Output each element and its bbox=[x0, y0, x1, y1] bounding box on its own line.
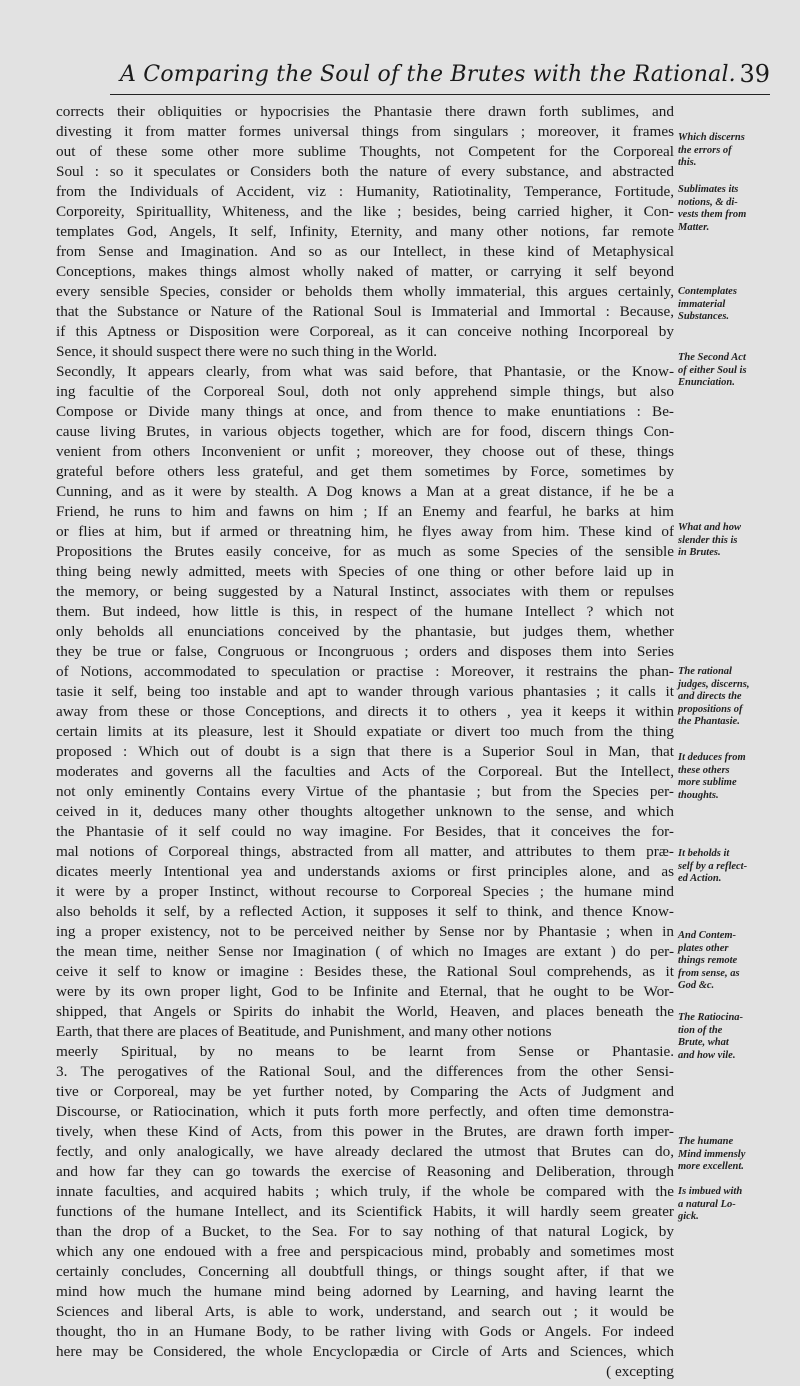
margin-note-line: judges, discerns, bbox=[678, 678, 750, 690]
margin-note-line: Sublimates its bbox=[678, 184, 739, 195]
margin-note-line: Enunciation. bbox=[678, 377, 735, 388]
margin-note-line: Contemplates bbox=[678, 286, 737, 297]
text-line: thought, tho in an Humane Body, to be rather living with Gods or Angels. For indeed bbox=[56, 1323, 674, 1340]
margin-note-line: self by a reflect- bbox=[678, 860, 748, 872]
text-line: mal notions of Corporeal things, abstracted from all matter, and attributes to them præ- bbox=[56, 843, 674, 860]
text-line: tasie it self, being too instable and apt to wander through various phantasies ; it calls it bbox=[56, 683, 674, 700]
text-line: the memory, or being suggested by a Natural Instinct, associates with them or repulses bbox=[56, 583, 674, 600]
text-line: corrects their obliquities or hypocrisies the Phantasie there drawn forth sublimes, and bbox=[56, 103, 674, 120]
text-line: certain limits at its pleasure, lest it Should expatiate or divert too much from the thing bbox=[56, 723, 674, 740]
text-line: Sciences and liberal Arts, is able to work, understand, and search out ; it would be bbox=[56, 1303, 674, 1320]
text-line: Secondly, It appears clearly, from what was said before, that Phantasie, or the Know- bbox=[56, 363, 674, 380]
text-line: Discourse, or Ratiocination, which it puts forth more perfectly, and often time demonstra- bbox=[56, 1103, 674, 1120]
text-line: innate faculties, and acquired habits ; which truly, if the whole be compared with the bbox=[56, 1183, 674, 1200]
margin-note-line: from sense, as bbox=[678, 967, 740, 979]
text-line: 3. The perogatives of the Rational Soul, and the differences from the other Sensi- bbox=[56, 1063, 674, 1080]
text-line: away from these or those Conceptions, and directs it to others , yea it keeps it within bbox=[56, 703, 674, 720]
running-title: A Comparing the Soul of the Brutes with the Rational. bbox=[120, 62, 736, 87]
text-line: Cunning, and as it were by stealth. A Dog knows a Man at a great distance, if he be a bbox=[56, 483, 674, 500]
text-line: the Phantasie of it self could no way imagine. For Besides, that it conceives the for- bbox=[56, 823, 674, 840]
margin-note-line: The humane bbox=[678, 1136, 734, 1147]
margin-note-line: The Second Act bbox=[678, 352, 746, 363]
margin-note-line: immaterial bbox=[678, 298, 726, 310]
text-line: of Notions, accommodated to speculation or practise : Moreover, it restrains the phan- bbox=[56, 663, 674, 680]
text-line: from the Individuals of Accident, viz : Humanity, Ratiotinality, Temperance, Fortitude, bbox=[56, 183, 674, 200]
margin-note-line: Brute, what bbox=[678, 1037, 729, 1048]
margin-note-line: gick. bbox=[678, 1211, 699, 1222]
margin-note bbox=[678, 930, 788, 993]
margin-note-line: of either Soul is bbox=[678, 364, 747, 376]
margin-note-line: Mind immensly bbox=[678, 1148, 746, 1160]
margin-note-line: The rational bbox=[678, 666, 732, 677]
margin-note bbox=[678, 522, 788, 560]
margin-note-line: plates other bbox=[678, 942, 729, 954]
margin-note-line: more sublime bbox=[678, 777, 737, 788]
text-line: or flies at him, but if armed or threatning him, he flyes away from him. These kind of bbox=[56, 523, 674, 540]
margin-note-line: and how vile. bbox=[678, 1049, 736, 1061]
text-line: Conceptions, makes things almost wholly naked of matter, or carrying it self beyond bbox=[56, 263, 674, 280]
text-line: ( excepting bbox=[606, 1363, 674, 1380]
margin-note bbox=[678, 848, 788, 886]
text-line: venient from others Inconvenient or unfit ; moreover, they choose out of these, things bbox=[56, 443, 674, 460]
text-line: it were by a proper Instinct, without recourse to Corporeal Species ; the humane mind bbox=[56, 883, 674, 900]
text-line: tively, when these Kind of Acts, from this power in the Brutes, are drawn forth imper- bbox=[56, 1123, 674, 1140]
margin-note-line: Which discerns bbox=[678, 132, 745, 143]
text-line: divesting it from matter formes universal things from singulars ; moreover, it frames bbox=[56, 123, 674, 140]
page-number: 39 bbox=[739, 60, 770, 88]
text-line: thing being newly admitted, meets with Species of one thing or other before laid up in bbox=[56, 563, 674, 580]
text-line: certainly concludes, Concerning all doubtfull things, or things sought after, if that we bbox=[56, 1263, 674, 1280]
margin-note bbox=[678, 352, 788, 390]
margin-note-line: It beholds it bbox=[678, 848, 730, 859]
text-line: Soul : so it speculates or Considers both the nature of every substance, and abstracted bbox=[56, 163, 674, 180]
margin-note-line: in Brutes. bbox=[678, 547, 721, 558]
text-line: that the Substance or Nature of the Rational Soul is Immaterial and Immortal : Because, bbox=[56, 303, 674, 320]
margin-note-line: The Ratiocina- bbox=[678, 1012, 744, 1023]
text-line: were by its own proper light, God to be Infinite and Eternal, that he ought to be Wor- bbox=[56, 983, 674, 1000]
text-line: here may be Considered, the whole Encyclopædia or Circle of Arts and Sciences, which bbox=[56, 1343, 674, 1360]
text-line: ceived in it, deduces many other thoughts altogether unknown to the sense, and which bbox=[56, 803, 674, 820]
margin-note-line: And Contem- bbox=[678, 930, 737, 941]
text-line: also beholds it self, by a reflected Action, it supposes it self to think, and thence Know- bbox=[56, 903, 674, 920]
text-line: cause living Brutes, in various objects together, which are for food, discern things Con- bbox=[56, 423, 674, 440]
text-line: Propositions the Brutes easily conceive, for as much as some Species of the sensible bbox=[56, 543, 674, 560]
text-line: every sensible Species, consider or beholds them wholly immaterial, this argues certainly, bbox=[56, 283, 674, 300]
text-line: templates God, Angels, It self, Infinity, Eternity, and many other notions, far remote bbox=[56, 223, 674, 240]
margin-note-line: propositions of bbox=[678, 703, 743, 715]
text-line: if this Aptness or Disposition were Corporeal, as it can conceive nothing Incorporeal by bbox=[56, 323, 674, 340]
text-line: Compose or Divide many things at once, and from thence to make enuntiations : Be- bbox=[56, 403, 674, 420]
margin-note-line: It deduces from bbox=[678, 752, 746, 763]
margin-note-line: Matter. bbox=[678, 221, 710, 233]
margin-note-line: What and how bbox=[678, 522, 742, 533]
text-line: out of these some other more sublime Thoughts, not Competent for the Corporeal bbox=[56, 143, 674, 160]
margin-note-line: these others bbox=[678, 764, 730, 776]
margin-note-line: ed Action. bbox=[678, 873, 722, 884]
text-line: only beholds all enunciations conceived by the phantasie, but judges them, whether bbox=[56, 623, 674, 640]
text-line: moderates and governs all the faculties and Acts of the Corporeal. But the Intellect, bbox=[56, 763, 674, 780]
text-line: Friend, he runs to him and fawns on him ; If an Enemy and fearful, he barks at him bbox=[56, 503, 674, 520]
margin-note bbox=[678, 1186, 788, 1224]
margin-note-line: the errors of bbox=[678, 144, 732, 156]
margin-note-line: vests them from bbox=[678, 209, 747, 220]
margin-note-line: Is imbued with bbox=[678, 1186, 743, 1197]
margin-note-line: more excellent. bbox=[678, 1161, 744, 1172]
text-line: which any one endoued with a free and perspicacious mind, probably and sometimes most bbox=[56, 1243, 674, 1260]
margin-note bbox=[678, 184, 788, 234]
margin-note bbox=[678, 1012, 788, 1062]
text-line: Corporeity, Spirituallity, Whiteness, and the like ; besides, being carried higher, it Con- bbox=[56, 203, 674, 220]
margin-note-line: Substances. bbox=[678, 311, 730, 322]
margin-note bbox=[678, 132, 788, 170]
margin-note-line: this. bbox=[678, 157, 697, 168]
margin-note bbox=[678, 752, 788, 802]
text-line: ing a proper existency, not to be perceived neither by Sense nor by Phantasie ; when in bbox=[56, 923, 674, 940]
text-line: dicates meerly Intentional yea and understands axioms or first principles alone, and as bbox=[56, 863, 674, 880]
text-line: shipped, that Angels or Spirits do inhabit the World, Heaven, and places beneath the bbox=[56, 1003, 674, 1020]
text-line: the mean time, neither Sense nor Imagination ( of which no Images are extant ) do per- bbox=[56, 943, 674, 960]
text-line: mind how much the humane mind being adorned by Learning, and having learnt the bbox=[56, 1283, 674, 1300]
margin-note-line: a natural Lo- bbox=[678, 1198, 736, 1210]
margin-note-line: thoughts. bbox=[678, 789, 719, 801]
margin-note bbox=[678, 666, 788, 729]
text-line: than the drop of a Bucket, to the Sea. For to say nothing of that natural Logick, by bbox=[56, 1223, 674, 1240]
margin-note-line: things remote bbox=[678, 955, 738, 966]
text-line: ing facultie of the Corporeal Soul, doth not only apprehend simple things, but also bbox=[56, 383, 674, 400]
text-line: not only eminently Contains every Virtue of the phantasie ; but from the Species per- bbox=[56, 783, 674, 800]
body-text bbox=[56, 102, 674, 1382]
text-line: grateful before others less grateful, and get them sometimes by Force, sometimes by bbox=[56, 463, 674, 480]
page-header bbox=[110, 60, 770, 95]
text-line: tive or Corporeal, may be yet further noted, by Comparing the Acts of Judgment and bbox=[56, 1083, 674, 1100]
text-line: them. But indeed, how little is this, in respect of the humane Intellect ? which not bbox=[56, 603, 674, 620]
margin-note-line: notions, & di- bbox=[678, 196, 738, 208]
text-line: Sence, it should suspect there were no such thing in the World. bbox=[56, 343, 438, 360]
text-line: from Sense and Imagination. And so as our Intellect, in these kind of Metaphysical bbox=[56, 243, 674, 260]
margin-note-line: tion of the bbox=[678, 1024, 723, 1036]
text-line: and how far they can go towards the exercise of Reasoning and Deliberation, through bbox=[56, 1163, 674, 1180]
text-line: fectly, and only analogically, we have already declared the utmost that Brutes can do, bbox=[56, 1143, 674, 1160]
text-line: ceive it self to know or imagine : Besides these, the Rational Soul comprehends, as it bbox=[56, 963, 674, 980]
margin-note-line: God &c. bbox=[678, 980, 715, 991]
margin-note bbox=[678, 1136, 788, 1174]
margin-note-line: and directs the bbox=[678, 691, 742, 702]
text-line: they be true or false, Congruous or Incongruous ; orders and disposes them into Series bbox=[56, 643, 674, 660]
margin-note-line: the Phantasie. bbox=[678, 716, 740, 727]
text-line: proposed : Which out of doubt is a sign that there is a Superior Soul in Man, that bbox=[56, 743, 674, 760]
text-line: Earth, that there are places of Beatitude, and Punishment, and many other notions bbox=[56, 1023, 552, 1040]
margin-note bbox=[678, 286, 788, 324]
text-line: meerly Spiritual, by no means to be learnt from Sense or Phantasie. bbox=[56, 1043, 674, 1060]
text-line: functions of the humane Intellect, and its Scientifick Habits, it will hardly seem greater bbox=[56, 1203, 674, 1220]
margin-note-line: slender this is bbox=[678, 534, 738, 546]
